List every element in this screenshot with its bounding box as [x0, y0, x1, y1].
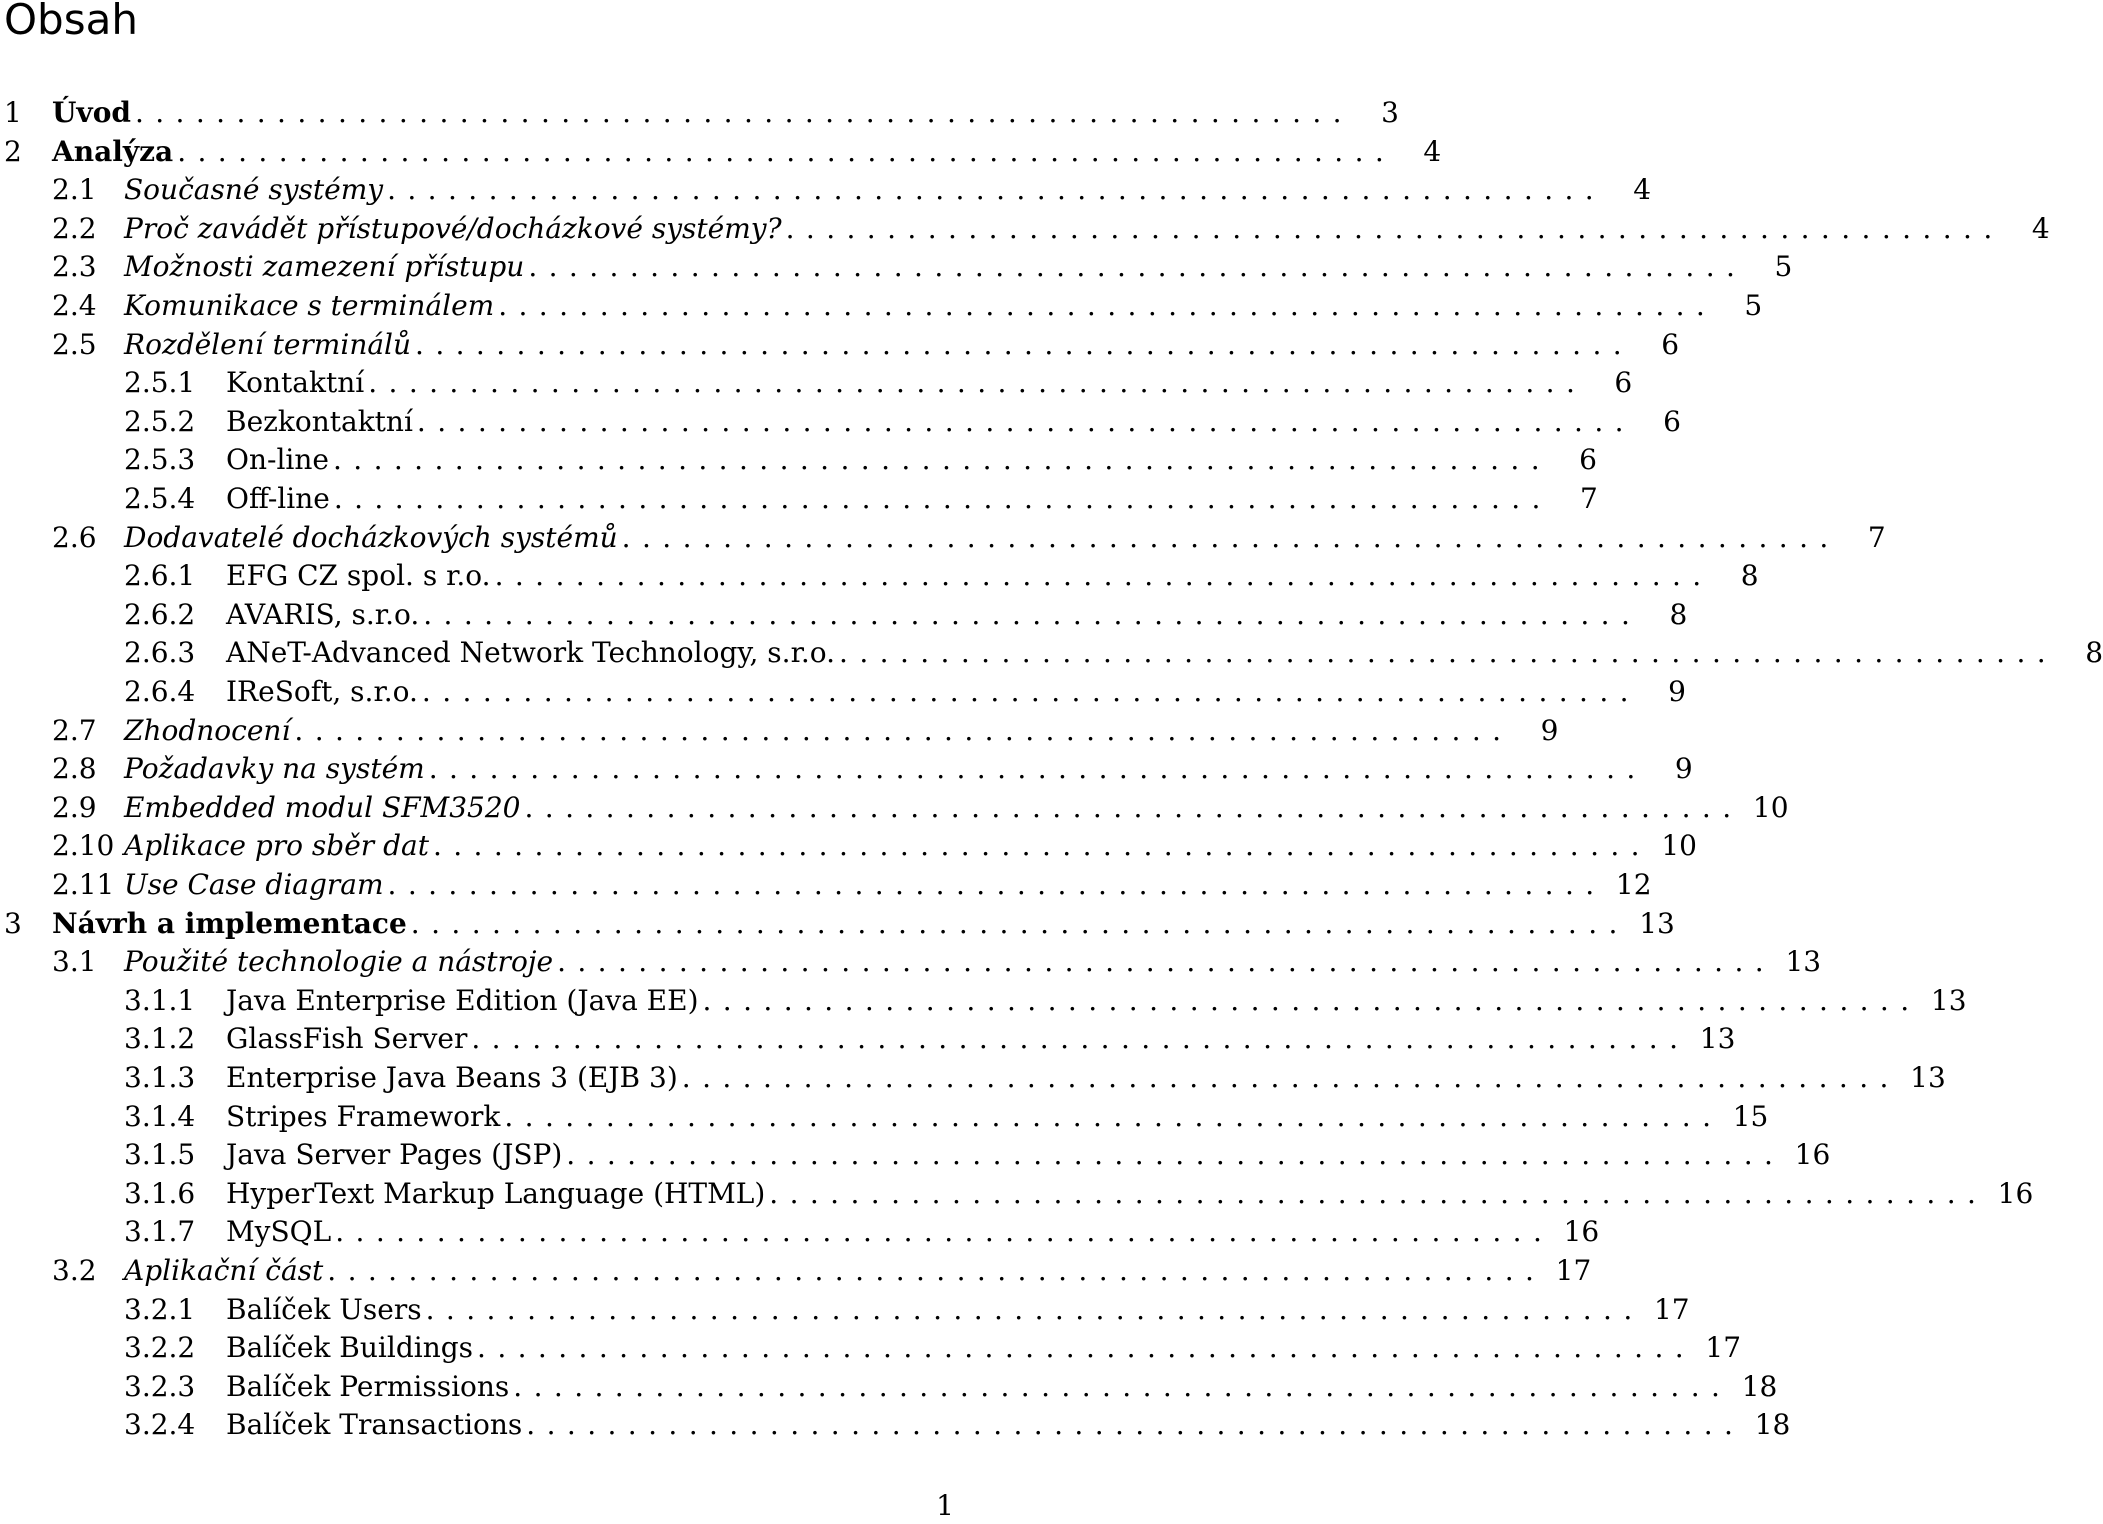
toc-entry-title[interactable]: Off-line	[226, 482, 330, 515]
toc-entry-line	[226, 596, 1688, 635]
toc-entry-page: 3	[1381, 96, 1399, 129]
toc-entry-title[interactable]: Možnosti zamezení přístupu	[124, 250, 525, 284]
toc-entry[interactable]	[0, 1291, 1690, 1330]
toc-entry-number: 2.6.1	[124, 559, 196, 593]
toc-entry-page: 18	[1754, 1408, 1791, 1442]
toc-dot-leader: ............................................................	[498, 289, 1717, 322]
toc-entry-page: 6	[1661, 327, 1680, 361]
toc-entry[interactable]	[0, 133, 1442, 172]
toc-entry-title[interactable]: Dodavatelé docházkových systémů	[124, 520, 618, 554]
toc-entry-number: 3.1.4	[124, 1099, 196, 1133]
toc-entry-page: 7	[1867, 520, 1886, 554]
toc-dot-leader: ............................................................	[415, 327, 1634, 361]
toc-entry-title[interactable]: Požadavky na systém	[124, 752, 425, 786]
toc-entry-title[interactable]: Kontaktní	[226, 366, 365, 400]
toc-entry-number: 2.6.4	[124, 675, 196, 708]
toc-entry-line	[226, 364, 1633, 403]
toc-entry-page: 6	[1579, 443, 1597, 477]
toc-dot-leader: ............................................................	[423, 597, 1642, 631]
toc-entry-number: 3.2.4	[124, 1408, 196, 1442]
toc-entry-page: 17	[1705, 1331, 1742, 1365]
toc-entry[interactable]	[0, 789, 1789, 828]
toc-entry-line	[226, 1406, 1791, 1445]
toc-entry-page: 10	[1661, 829, 1697, 863]
toc-entry[interactable]	[0, 1406, 1791, 1445]
toc-entry-page: 9	[1540, 713, 1559, 747]
toc-dot-leader: ............................................................	[557, 945, 1776, 979]
toc-entry-line	[226, 1213, 1600, 1252]
toc-entry-title[interactable]: On-line	[226, 443, 329, 477]
toc-entry[interactable]	[0, 1213, 1600, 1252]
toc-entry-title[interactable]: ANeT-Advanced Network Technology, s.r.o.	[226, 636, 836, 670]
toc-dot-leader: ............................................................	[432, 829, 1651, 863]
toc-entry-title[interactable]: Současné systémy	[124, 173, 384, 207]
toc-entry[interactable]	[0, 943, 1822, 982]
toc-dot-leader: ............................................................	[681, 1061, 1900, 1094]
toc-entry-number: 3.2.1	[124, 1292, 196, 1326]
page-title: Obsah	[4, 0, 138, 44]
toc-entry[interactable]	[0, 557, 1759, 596]
toc-entry-number: 2.10	[52, 829, 115, 863]
toc-entry-number: 3.2	[52, 1254, 97, 1287]
toc-entry-number: 2.11	[52, 868, 115, 901]
toc-entry-number: 2.4	[52, 289, 97, 322]
toc-dot-leader: ............................................................	[368, 366, 1587, 400]
toc-entry-number: 3.1.5	[124, 1138, 196, 1172]
toc-entry-line	[124, 519, 1886, 558]
toc-entry[interactable]	[0, 827, 1697, 866]
toc-dot-leader: ............................................................	[416, 404, 1635, 438]
toc-dot-leader: ............................................................	[410, 906, 1629, 940]
toc-entry-number: 3.1	[52, 945, 97, 979]
toc-entry[interactable]	[0, 1368, 1778, 1407]
toc-dot-leader: ............................................................	[702, 983, 1921, 1017]
toc-entry-line	[124, 943, 1822, 982]
toc-entry-line	[124, 827, 1697, 866]
toc-dot-leader: ............................................................	[494, 559, 1713, 593]
toc-entry-line	[124, 866, 1652, 905]
toc-entry[interactable]	[0, 596, 1688, 635]
toc-entry[interactable]	[0, 248, 1793, 287]
toc-entry-title[interactable]: Balíček Permissions	[226, 1369, 510, 1403]
toc-entry-title[interactable]: Bezkontaktní	[226, 404, 413, 438]
toc-entry[interactable]	[0, 441, 1597, 480]
toc-entry-line	[226, 673, 1686, 712]
toc-entry-title[interactable]: Java Enterprise Edition (Java EE)	[226, 983, 699, 1017]
toc-entry-title[interactable]: EFG CZ spol. s r.o.	[226, 559, 491, 593]
toc-entry-number: 3.2.3	[124, 1369, 196, 1403]
toc-entry-page: 8	[1669, 597, 1688, 631]
toc-entry[interactable]	[0, 287, 1763, 326]
toc-entry-page: 18	[1741, 1369, 1778, 1403]
toc-entry-line	[124, 789, 1789, 828]
toc-entry[interactable]	[0, 905, 1675, 944]
toc-entry-number: 2.8	[52, 752, 97, 786]
toc-entry[interactable]	[0, 210, 2050, 249]
toc-entry-page: 9	[1674, 752, 1693, 786]
toc-dot-leader: ............................................................	[526, 1408, 1745, 1442]
toc-entry-page: 10	[1752, 790, 1789, 824]
toc-entry-number: 2.3	[52, 250, 97, 284]
toc-entry-page: 16	[1997, 1176, 2034, 1210]
toc-entry-title[interactable]: Balíček Buildings	[226, 1331, 474, 1365]
toc-entry[interactable]	[0, 326, 1680, 365]
toc-entry-line	[124, 287, 1763, 326]
toc-entry-page: 4	[1633, 173, 1652, 207]
toc-entry[interactable]	[0, 403, 1681, 442]
toc-entry-title[interactable]: HyperText Markup Language (HTML)	[226, 1176, 766, 1210]
toc-entry-title[interactable]: IReSoft, s.r.o.	[226, 675, 418, 708]
toc-dot-leader: ............................................................	[134, 96, 1353, 129]
toc-entry-number: 2.5.3	[124, 443, 196, 477]
toc-entry-line	[226, 1059, 1946, 1098]
toc-entry-page: 17	[1555, 1254, 1592, 1287]
toc-entry-title[interactable]: Aplikační část	[124, 1254, 324, 1287]
toc-entry-title[interactable]: Stripes Framework	[226, 1099, 501, 1133]
toc-entry[interactable]	[0, 1020, 1736, 1059]
toc-entry-title[interactable]: Komunikace s terminálem	[124, 289, 495, 322]
toc-entry-line	[226, 1136, 1831, 1175]
toc-entry-line	[124, 210, 2050, 249]
toc-dot-leader: ............................................................	[177, 134, 1396, 168]
toc-dot-leader: ............................................................	[621, 520, 1840, 554]
toc-entry-number: 2.5	[52, 327, 97, 361]
toc-entry-title[interactable]: Úvod	[52, 96, 131, 129]
toc-entry-line	[226, 1291, 1690, 1330]
toc-entry-number: 3.1.3	[124, 1061, 196, 1094]
toc-entry-number: 2.5.1	[124, 366, 196, 400]
toc-entry-number: 2.2	[52, 211, 97, 245]
toc-entry[interactable]	[0, 171, 1652, 210]
toc-dot-leader: ............................................................	[333, 482, 1552, 515]
toc-entry-title[interactable]: Použité technologie a nástroje	[124, 945, 554, 979]
toc-entry-title[interactable]: Zhodnocení	[124, 713, 291, 747]
toc-entry-page: 13	[1930, 983, 1967, 1017]
footer-page-number: 1	[936, 1489, 954, 1522]
toc-entry-number: 2.9	[52, 790, 97, 824]
toc-dot-leader: ............................................................	[528, 250, 1747, 284]
toc-entry-title[interactable]: Balíček Users	[226, 1292, 422, 1326]
toc-entry-number: 3.1.1	[124, 983, 196, 1017]
toc-entry-line	[124, 248, 1793, 287]
toc-dot-leader: ............................................................	[425, 1292, 1644, 1326]
toc-entry-page: 15	[1732, 1099, 1769, 1133]
toc-entry[interactable]	[0, 1059, 1946, 1098]
toc-dot-leader: ............................................................	[769, 1176, 1988, 1210]
toc-entry-line	[226, 1098, 1769, 1137]
toc-dot-leader: ............................................................	[471, 1022, 1690, 1056]
toc-entry-number: 3.1.2	[124, 1022, 196, 1056]
toc-entry-title[interactable]: Proč zavádět přístupové/docházkové systémy?	[124, 211, 782, 245]
toc-entry-page: 13	[1699, 1022, 1736, 1056]
toc-entry-page: 12	[1615, 868, 1652, 901]
toc-dot-leader: ............................................................	[335, 1215, 1554, 1249]
toc-dot-leader: ............................................................	[327, 1254, 1546, 1287]
toc-entry-page: 9	[1668, 675, 1686, 708]
toc-entry-line	[226, 441, 1597, 480]
toc-entry-page: 8	[2085, 636, 2103, 670]
toc-entry-number: 2.5.4	[124, 482, 196, 515]
toc-entry[interactable]	[0, 866, 1652, 905]
toc-dot-leader: ............................................................	[387, 868, 1606, 901]
toc-entry-number: 3.1.7	[124, 1215, 196, 1249]
toc-entry-line	[226, 634, 2103, 673]
toc-entry-page: 13	[1910, 1061, 1946, 1094]
toc-entry-line	[52, 905, 1675, 944]
toc-entry-line	[124, 1252, 1592, 1291]
toc-entry-page: 4	[1423, 134, 1442, 168]
toc-entry-title[interactable]: GlassFish Server	[226, 1022, 468, 1056]
toc-entry[interactable]	[0, 673, 1686, 712]
toc-entry-line	[226, 403, 1681, 442]
toc-entry[interactable]	[0, 1252, 1592, 1291]
toc-entry[interactable]	[0, 364, 1633, 403]
toc-entry-page: 6	[1614, 366, 1633, 400]
toc-dot-leader: ............................................................	[332, 443, 1551, 477]
toc-entry[interactable]	[0, 480, 1598, 519]
toc-dot-leader: ............................................................	[428, 752, 1647, 786]
toc-entry-page: 6	[1663, 404, 1681, 438]
toc-entry-page: 16	[1563, 1215, 1600, 1249]
toc-entry-page: 5	[1774, 250, 1793, 284]
toc-entry-page: 4	[2031, 211, 2050, 245]
toc-entry[interactable]	[0, 750, 1693, 789]
toc-entry-number: 2	[4, 134, 22, 168]
toc-entry-page: 13	[1639, 906, 1675, 940]
toc-entry-number: 3.2.2	[124, 1331, 196, 1365]
toc-dot-leader: ............................................................	[504, 1099, 1723, 1133]
toc-entry-page: 5	[1744, 289, 1763, 322]
toc-dot-leader: ............................................................	[566, 1138, 1785, 1172]
toc-entry-page: 7	[1580, 482, 1598, 515]
toc-dot-leader: ............................................................	[524, 790, 1743, 824]
toc-entry-number: 2.7	[52, 713, 97, 747]
toc-entry-line	[124, 712, 1559, 751]
toc-entry[interactable]	[0, 1098, 1769, 1137]
toc-entry-number: 3	[4, 906, 22, 940]
toc-dot-leader: ............................................................	[785, 211, 2004, 245]
toc-entry-number: 2.6.2	[124, 597, 196, 631]
toc-dot-leader: ............................................................	[421, 675, 1640, 708]
toc-entry-page: 17	[1653, 1292, 1690, 1326]
toc-entry-title[interactable]: MySQL	[226, 1215, 332, 1249]
toc-entry-line	[124, 171, 1652, 210]
toc-entry-line	[226, 480, 1598, 519]
toc-entry[interactable]	[0, 982, 1967, 1021]
toc-entry-page: 16	[1794, 1138, 1831, 1172]
toc-entry-line	[52, 133, 1442, 172]
toc-entry-number: 2.6.3	[124, 636, 196, 670]
toc-dot-leader: ............................................................	[839, 636, 2058, 670]
toc-entry-title[interactable]: Java Server Pages (JSP)	[226, 1138, 563, 1172]
toc-entry[interactable]	[0, 519, 1886, 558]
toc-dot-leader: ............................................................	[477, 1331, 1696, 1365]
toc-entry-line	[124, 750, 1693, 789]
toc-entry-title[interactable]: Embedded modul SFM3520	[124, 790, 521, 824]
toc-entry-line	[124, 326, 1680, 365]
toc-entry-title[interactable]: Use Case diagram	[124, 868, 384, 901]
toc-entry-title[interactable]: Aplikace pro sběr dat	[124, 829, 429, 863]
toc-dot-leader: ............................................................	[294, 713, 1513, 747]
toc-entry[interactable]	[0, 1329, 1742, 1368]
toc-entry[interactable]	[0, 94, 1399, 133]
toc-entry-number: 2.5.2	[124, 404, 196, 438]
toc-entry-number: 2.1	[52, 173, 97, 207]
toc-entry-line	[226, 1329, 1742, 1368]
toc-entry-page: 13	[1785, 945, 1822, 979]
toc-entry-number: 3.1.6	[124, 1176, 196, 1210]
toc-entry-line	[52, 94, 1399, 133]
toc-entry-line	[226, 1175, 2034, 1214]
toc-entry-line	[226, 1020, 1736, 1059]
toc-entry-title[interactable]: Analýza	[52, 134, 174, 168]
toc-entry-title[interactable]: Balíček Transactions	[226, 1408, 523, 1442]
toc-entry[interactable]	[0, 712, 1559, 751]
toc-entry-line	[226, 557, 1759, 596]
toc-entry[interactable]	[0, 634, 2103, 673]
toc-entry-title[interactable]: AVARIS, s.r.o.	[226, 597, 420, 631]
toc-entry[interactable]	[0, 1136, 1831, 1175]
toc-entry-number: 2.6	[52, 520, 97, 554]
toc-entry-title[interactable]: Návrh a implementace	[52, 906, 407, 940]
toc-entry-line	[226, 982, 1967, 1021]
toc-entry-title[interactable]: Enterprise Java Beans 3 (EJB 3)	[226, 1061, 678, 1094]
toc-entry[interactable]	[0, 1175, 2034, 1214]
toc-entry-page: 8	[1740, 559, 1759, 593]
toc-entry-line	[226, 1368, 1778, 1407]
toc-entry-number: 1	[4, 96, 22, 129]
toc-dot-leader: ............................................................	[387, 173, 1606, 207]
toc-entry-title[interactable]: Rozdělení terminálů	[124, 327, 412, 361]
toc-dot-leader: ............................................................	[513, 1369, 1732, 1403]
